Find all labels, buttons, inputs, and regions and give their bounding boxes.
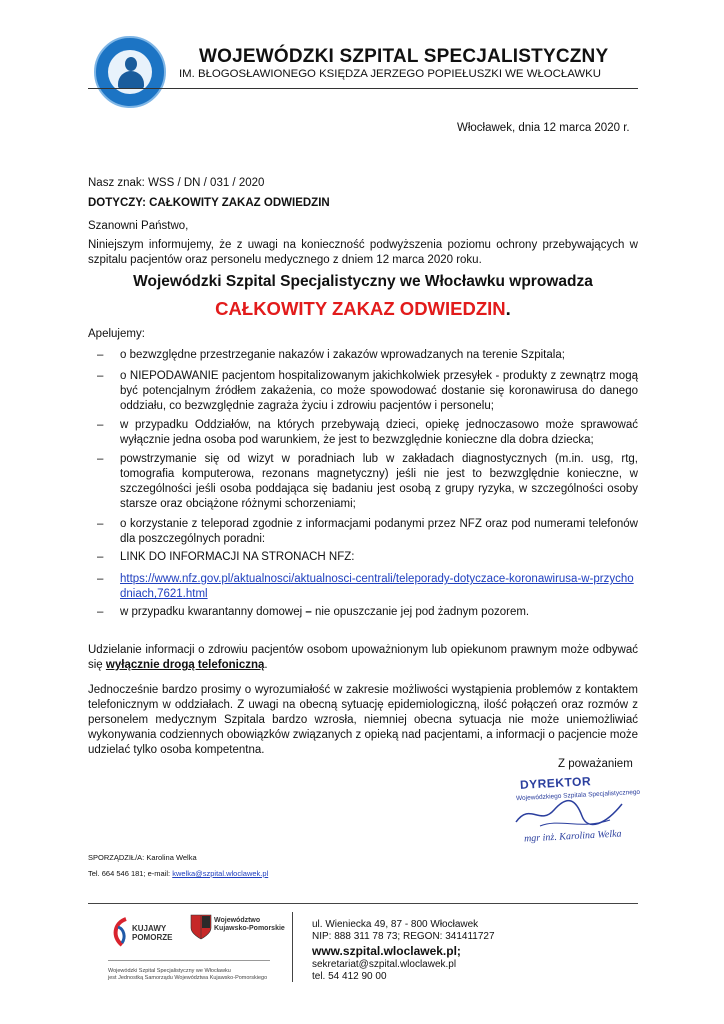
dash-marker: – [97, 453, 104, 465]
list-item: powstrzymanie się od wizyt w poradniach lub w zakładach diagnostycznych (m.in. usg, rtg, tomografia komputerowa, rezonans magnetyczny) jeśli nie jest to bezwzględnie konieczne, w szczególności jeśli osoba poddająca się badaniu jest osobą z grupy ryzyka, w szczególności osoby starsze oraz obciążone różnymi schorzeniami; [120, 453, 638, 510]
logo-divider [108, 960, 270, 961]
list-item: o korzystanie z teleporad zgodnie z informacjami podanymi przez NFZ oraz pod numerami telefonów dla poszczególnych poradni: [120, 518, 638, 545]
list-item: w przypadku kwarantanny domowej – nie opuszczanie jej pod żadnym pozorem. [120, 606, 530, 618]
footer-nip-regon: NIP: 888 311 78 73; REGON: 341411727 [312, 931, 495, 942]
place-date: Włocławek, dnia 12 marca 2020 r. [457, 122, 630, 134]
region-label: Województwo Kujawsko-Pomorskie [214, 917, 285, 932]
info-paragraph: Udzielanie informacji o zdrowiu pacjentów osobom upoważnionym lub opiekunom prawnym może odbywać się wyłącznie drogą telefoniczną. [88, 644, 638, 671]
list-item: o NIEPODAWANIE pacjentom hospitalizowanym jakichkolwiek przesyłek - produkty z zewnątrz mogą być potencjalnym źródłem zakażenia, co może spowodować dostanie się koronawirusa do danego oddziału, co bezwzględnie zagraża życiu i zdrowiu pacjentów i personelu; [120, 370, 638, 412]
director-stamp-title: DYREKTOR [519, 774, 592, 792]
footer-vertical-divider [292, 912, 293, 982]
footer-phone: tel. 54 412 90 00 [312, 971, 387, 982]
director-name: mgr inż. Karolina Welka [523, 828, 622, 845]
header-divider [88, 88, 638, 89]
closing-paragraph: Jednocześnie bardzo prosimy o wyrozumiałość w zakresie możliwości wystąpienia problemów z kontaktem telefonicznym w oddziałach. Z uwagi na obecną sytuację epidemiologiczną, ilość połączeń oraz rozmów z personelem medycznym Szpitala bardzo wzrosła, niemniej obecna sytuacja nie może uniemożliwiać wykonywania codziennych obowiązków związanych z opieką nad pacjentami, a informacji o pacjencie może udzielać tylko osoba kompetentna. [88, 684, 638, 756]
contact-email-link[interactable]: kwelka@szpital.wloclawek.pl [172, 869, 269, 878]
salutation: Szanowni Państwo, [88, 220, 189, 232]
announcement: Wojewódzki Szpital Specjalistyczny we Włocławku wprowadza [133, 273, 593, 290]
footer-divider [88, 903, 638, 904]
list-item: w przypadku Oddziałów, na których przebywają dzieci, opiekę jednoczasowo może sprawować wyłącznie jedna osoba pod warunkiem, że jest to bezwzględnie konieczne dla dobra dziecka; [120, 419, 638, 446]
dash-marker: – [97, 573, 104, 585]
coat-of-arms-icon [190, 914, 212, 940]
signature [510, 796, 630, 832]
footer-address: ul. Wienieckа 49, 87 - 800 Włocławek [312, 919, 479, 930]
hospital-patron: IM. BŁOGOSŁAWIONEGO KSIĘDZA JERZEGO POPIEŁUSZKI WE WŁOCŁAWKU [179, 68, 601, 80]
dash-marker: – [97, 518, 104, 530]
hospital-name: WOJEWÓDZKI SZPITAL SPECJALISTYCZNY [199, 46, 609, 67]
nfz-info-link[interactable]: https://www.nfz.gov.pl/aktualnosci/aktualnosci-centrali/teleporady-dotyczace-koronawirusa-w-przychodniach,7621.html [120, 573, 634, 600]
hospital-logo [94, 36, 166, 108]
kujawy-pomorze-logo-icon [110, 917, 132, 947]
list-item: LINK DO INFORMACJI NA STRONACH NFZ: [120, 551, 355, 563]
footer-note: Wojewódzki Szpital Specjalistyczny we Włocławku jest Jednostką Samorządu Województwa Kujawsko-Pomorskiego [108, 968, 268, 981]
prepared-by: SPORZĄDZIŁ/A: Karolina Welka [88, 853, 197, 862]
subject-line: DOTYCZY: CAŁKOWITY ZAKAZ ODWIEDZIN [88, 197, 330, 209]
reference-number: Nasz znak: WSS / DN / 031 / 2020 [88, 177, 265, 189]
list-item: o bezwzględne przestrzeganie nakazów i zakazów wprowadzanych na terenie Szpitala; [120, 349, 565, 361]
contact-line: Tel. 664 546 181; e-mail: kwelka@szpital.wloclawek.pl [88, 869, 269, 878]
dash-marker: – [97, 349, 104, 361]
appeal-label: Apelujemy: [88, 328, 145, 340]
footer-email[interactable]: sekretariat@szpital.wloclawek.pl [312, 959, 457, 970]
dash-marker: – [97, 551, 104, 563]
footer-website[interactable]: www.szpital.wloclawek.pl; [312, 944, 461, 958]
dash-marker: – [97, 606, 104, 618]
visit-ban-heading: CAŁKOWITY ZAKAZ ODWIEDZIN. [215, 298, 511, 319]
regards: Z poważaniem [558, 758, 633, 770]
dash-marker: – [97, 370, 104, 382]
director-stamp-line: Wojewódzkiego Szpitala Specjalistycznego [515, 788, 641, 803]
dash-marker: – [97, 419, 104, 431]
intro-paragraph: Niniejszym informujemy, że z uwagi na konieczność podwyższenia poziomu ochrony przebywających w szpitalu pacjentów oraz personelu medycznego z dniem 12 marca 2020 roku. [88, 239, 638, 266]
kujawy-pomorze-logo-text: KUJAWY POMORZE [132, 924, 173, 942]
